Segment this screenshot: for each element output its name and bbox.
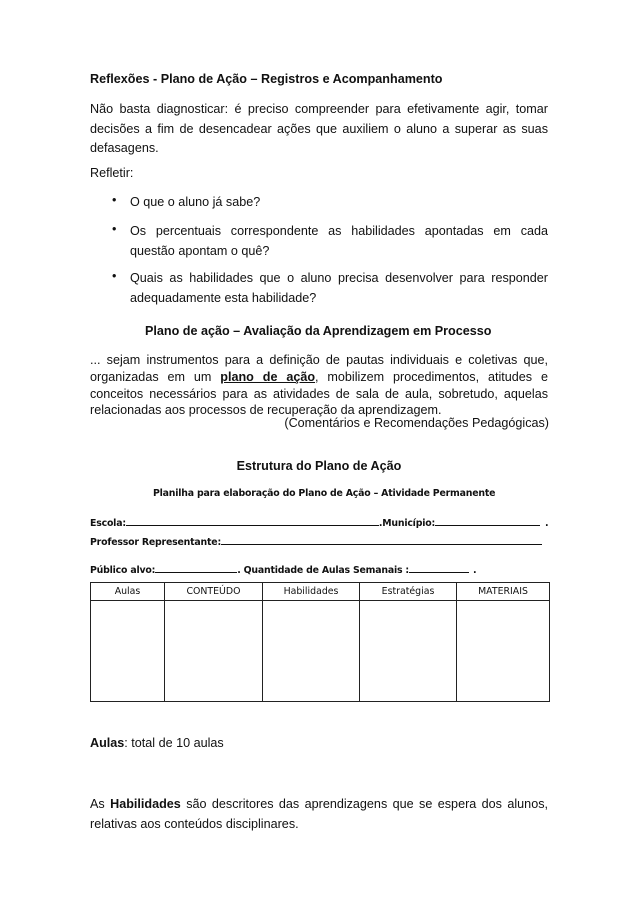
end-dot: .	[472, 565, 477, 576]
escola-field[interactable]	[126, 514, 379, 526]
publico-line	[90, 561, 476, 576]
aulas-note-term: Aulas	[90, 736, 125, 750]
table-cell[interactable]	[263, 601, 360, 702]
publico-field[interactable]	[155, 561, 237, 573]
table-header-row	[91, 583, 550, 601]
habilidades-note-term: Habilidades	[110, 797, 181, 811]
column-header-aulas: Aulas	[91, 583, 165, 601]
quote-text-start: ... sejam instrumentos para a definição de pautas individuais e coletivas que, organizadas em um	[90, 353, 548, 384]
quote-paragraph	[90, 352, 548, 419]
table-cell[interactable]	[360, 601, 457, 702]
escola-label: Escola:	[90, 518, 126, 529]
intro-paragraph: Não basta diagnosticar: é preciso compreender para efetivamente agir, tomar decisões a fim de desencadear ações que auxiliem o aluno a superar as suas defasagens.	[90, 102, 548, 155]
list-item: Os percentuais correspondente as habilidades apontadas em cada questão apontam o quê?	[130, 224, 548, 258]
publico-label: Público alvo:	[90, 565, 156, 576]
table-cell[interactable]	[165, 601, 263, 702]
habilidades-note	[90, 795, 548, 834]
plan-table	[90, 582, 550, 702]
table-row	[91, 601, 550, 702]
column-header-materiais: MATERIAIS	[457, 583, 550, 601]
list-item: Quais as habilidades que o aluno precisa desenvolver para responder adequadamente esta habilidade?	[130, 271, 548, 305]
professor-line	[90, 533, 542, 548]
quote-text-end: , mobilizem procedimentos, atitudes e conceitos necessários para as atividades de sala de aula, sobretudo, aquelas relacionadas aos processos de recuperação da aprendizagem.	[90, 369, 548, 418]
escola-line	[90, 514, 548, 529]
quantidade-label: . Quantidade de Aulas Semanais :	[237, 565, 409, 576]
estrutura-title: Estrutura do Plano de Ação	[236, 459, 402, 473]
aulas-note	[90, 734, 224, 754]
professor-field[interactable]	[221, 533, 542, 545]
section-title: Plano de ação – Avaliação da Aprendizagem em Processo	[145, 324, 492, 338]
bullet-dot: •	[112, 269, 117, 283]
column-header-habilidades: Habilidades	[263, 583, 360, 601]
municipio-field[interactable]	[435, 514, 540, 526]
column-header-conteudo: CONTEÚDO	[165, 583, 263, 601]
table-cell[interactable]	[457, 601, 550, 702]
end-dot: .	[545, 518, 549, 529]
refletir-label: Refletir:	[90, 166, 134, 180]
quote-source: (Comentários e Recomendações Pedagógicas)	[284, 416, 549, 430]
table-cell[interactable]	[91, 601, 165, 702]
bullet-dot: •	[112, 222, 117, 236]
list-item: O que o aluno já sabe?	[130, 195, 261, 209]
quantidade-field[interactable]	[409, 561, 469, 573]
aulas-note-text: : total de 10 aulas	[124, 736, 224, 750]
bullet-dot: •	[112, 193, 117, 207]
column-header-estrategias: Estratégias	[360, 583, 457, 601]
quote-bold-term: plano de ação	[220, 369, 316, 384]
professor-label: Professor Representante:	[90, 537, 222, 548]
planilha-title: Planilha para elaboração do Plano de Ação – Atividade Permanente	[153, 488, 496, 499]
habilidades-note-end: são descritores das aprendizagens que se espera dos alunos, relativas aos conteúdos disciplinares.	[90, 797, 548, 831]
municipio-label: .Município:	[378, 518, 436, 529]
page-title: Reflexões - Plano de Ação – Registros e Acompanhamento	[90, 72, 443, 86]
habilidades-note-start: As	[90, 797, 111, 811]
